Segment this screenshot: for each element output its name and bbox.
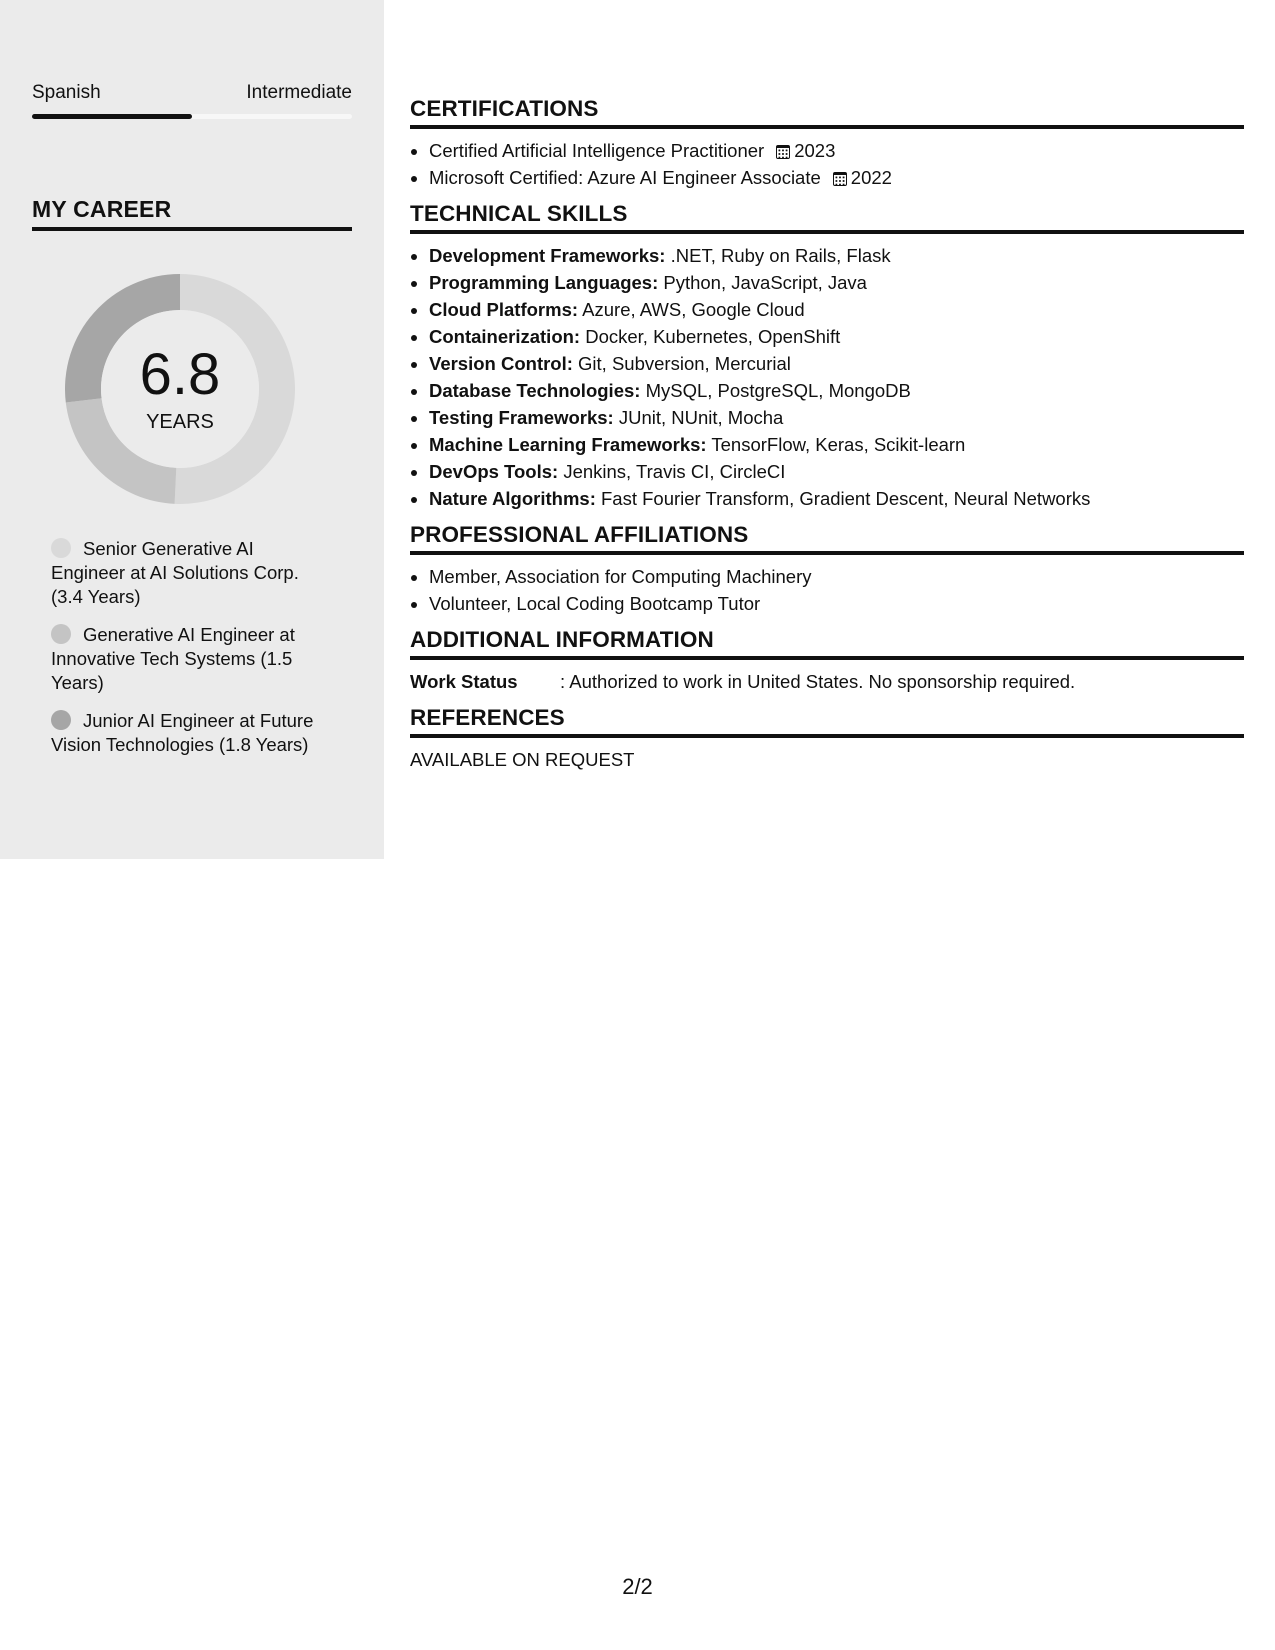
legend-dot-icon xyxy=(51,624,71,644)
work-status-label: Work Status xyxy=(410,671,518,692)
skill-item xyxy=(429,269,1244,296)
certification-year: 2023 xyxy=(794,140,836,161)
references-text: AVAILABLE ON REQUEST xyxy=(410,749,635,770)
skill-label: Version Control: xyxy=(429,353,573,374)
skill-item xyxy=(429,296,1244,323)
technical-skills-section xyxy=(410,201,1244,512)
sidebar xyxy=(0,0,384,859)
skill-value: JUnit, NUnit, Mocha xyxy=(618,407,784,428)
skill-value: Jenkins, Travis CI, CircleCI xyxy=(563,461,786,482)
career-role-text: Junior AI Engineer at Future Vision Technologies (1.8 Years) xyxy=(51,710,314,755)
certification-name: Certified Artificial Intelligence Practitioner xyxy=(429,140,765,161)
donut-center xyxy=(65,274,295,504)
legend-dot-icon xyxy=(51,710,71,730)
language-proficiency-fill xyxy=(32,114,192,119)
career-role-text: Senior Generative AI Engineer at AI Solutions Corp. (3.4 Years) xyxy=(51,538,299,607)
legend-dot-icon xyxy=(51,538,71,558)
technical-skills-list xyxy=(410,242,1244,512)
skill-item xyxy=(429,431,1244,458)
main-content xyxy=(410,96,1244,783)
skill-item xyxy=(429,377,1244,404)
affiliation-item: • Member, Association for Computing Machinery xyxy=(429,563,1244,590)
career-legend-item xyxy=(51,709,321,757)
skill-label: Machine Learning Frameworks: xyxy=(429,434,707,455)
skill-item xyxy=(429,458,1244,485)
skill-value: Docker, Kubernetes, OpenShift xyxy=(585,326,841,347)
certifications-heading: CERTIFICATIONS xyxy=(410,96,1244,129)
total-years-value: 6.8 xyxy=(139,342,221,407)
career-legend xyxy=(51,537,321,771)
affiliation-item: • Volunteer, Local Coding Bootcamp Tutor xyxy=(429,590,1244,617)
skill-label: Testing Frameworks: xyxy=(429,407,614,428)
references-section xyxy=(410,705,1244,773)
career-legend-item xyxy=(51,537,321,609)
technical-skills-heading: TECHNICAL SKILLS xyxy=(410,201,1244,234)
skill-item xyxy=(429,350,1244,377)
calendar-icon xyxy=(833,172,847,186)
certification-item xyxy=(429,164,1244,191)
certification-year: 2022 xyxy=(850,167,892,188)
certification-item xyxy=(429,137,1244,164)
certification-name: Microsoft Certified: Azure AI Engineer Associate xyxy=(429,167,821,188)
skill-label: Nature Algorithms: xyxy=(429,488,596,509)
skill-label: Containerization: xyxy=(429,326,581,347)
certifications-section xyxy=(410,96,1244,191)
skill-value: Git, Subversion, Mercurial xyxy=(578,353,791,374)
total-years-label: YEARS xyxy=(146,411,214,433)
language-proficiency-bar xyxy=(32,114,352,119)
career-role-text: Generative AI Engineer at Innovative Tech Systems (1.5 Years) xyxy=(51,624,295,693)
calendar-icon xyxy=(776,145,790,159)
skill-value: MySQL, PostgreSQL, MongoDB xyxy=(645,380,911,401)
affiliations-heading: PROFESSIONAL AFFILIATIONS xyxy=(410,522,1244,555)
references-heading: REFERENCES xyxy=(410,705,1244,738)
skill-item xyxy=(429,404,1244,431)
skill-value: Azure, AWS, Google Cloud xyxy=(582,299,805,320)
skill-label: Cloud Platforms: xyxy=(429,299,579,320)
language-level: Intermediate xyxy=(246,82,352,103)
skill-label: Development Frameworks: xyxy=(429,245,666,266)
skill-label: Database Technologies: xyxy=(429,380,641,401)
affiliations-list xyxy=(410,563,1244,617)
additional-info-section xyxy=(410,627,1244,695)
page-number: 2/2 xyxy=(622,1574,653,1599)
skill-label: Programming Languages: xyxy=(429,272,659,293)
skill-value: Fast Fourier Transform, Gradient Descent, Neural Networks xyxy=(601,488,1091,509)
skill-value: .NET, Ruby on Rails, Flask xyxy=(670,245,891,266)
career-legend-item xyxy=(51,623,321,695)
skill-item xyxy=(429,242,1244,269)
skill-item xyxy=(429,323,1244,350)
career-heading: MY CAREER xyxy=(32,196,352,231)
additional-info-heading: ADDITIONAL INFORMATION xyxy=(410,627,1244,660)
skill-label: DevOps Tools: xyxy=(429,461,559,482)
work-status-row xyxy=(410,668,1244,695)
language-name: Spanish xyxy=(32,82,101,103)
certifications-list xyxy=(410,137,1244,191)
skill-item xyxy=(429,485,1244,512)
skill-value: TensorFlow, Keras, Scikit-learn xyxy=(711,434,966,455)
career-donut-chart xyxy=(65,274,295,504)
affiliations-section xyxy=(410,522,1244,617)
work-status-value: : Authorized to work in United States. No sponsorship required. xyxy=(560,671,1076,692)
skill-value: Python, JavaScript, Java xyxy=(663,272,867,293)
